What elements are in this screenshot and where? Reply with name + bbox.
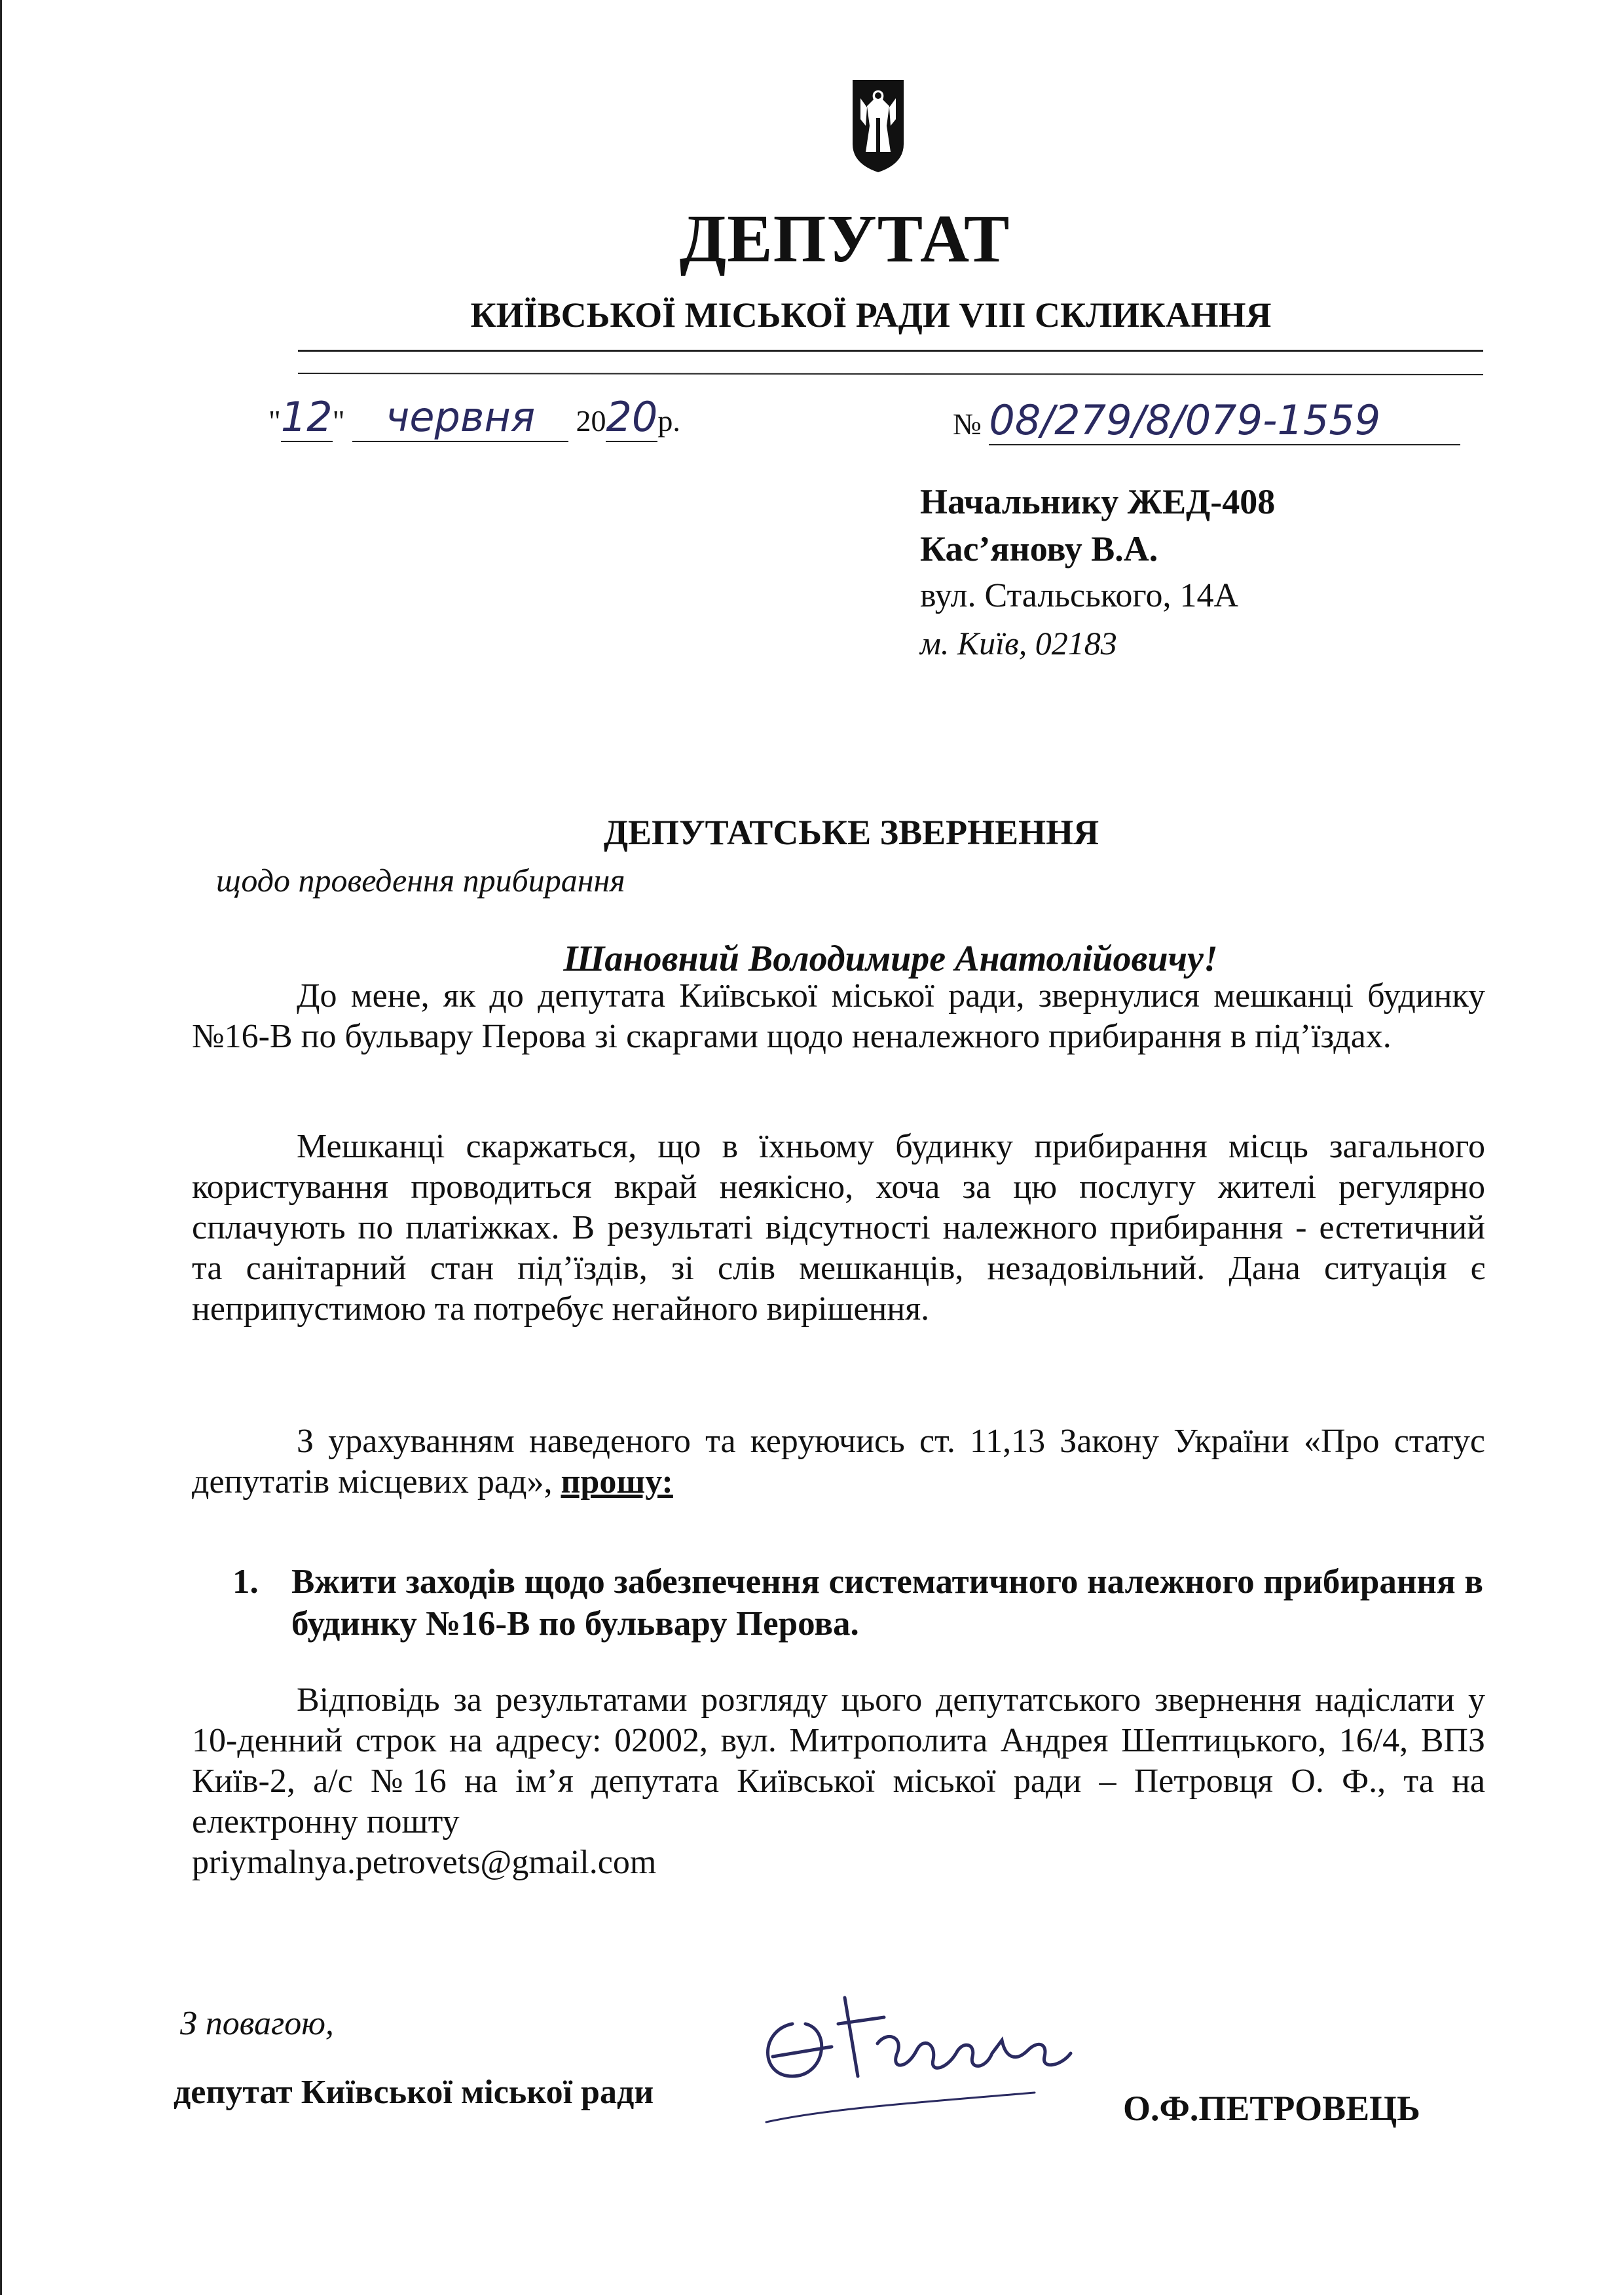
handwritten-signature	[747, 1978, 1113, 2148]
closing-phrase: З повагою,	[180, 2005, 334, 2042]
date-year-prefix: 20	[576, 404, 606, 438]
date-year-suffix: 20	[606, 393, 658, 441]
letterhead-subtitle: КИЇВСЬКОЇ МІСЬКОЇ РАДИ VIII СКЛИКАННЯ	[470, 295, 1272, 335]
date-day: 12	[280, 393, 333, 441]
letterhead-rule	[298, 350, 1483, 352]
kyiv-coat-of-arms-icon	[851, 79, 905, 174]
signer-name: О.Ф.ПЕТРОВЕЦЬ	[1123, 2089, 1420, 2128]
document-title: ДЕПУТАТСЬКЕ ЗВЕРНЕННЯ	[603, 813, 1099, 852]
request-word: прошу:	[561, 1463, 673, 1501]
request-item-text: Вжити заходів щодо забезпечення систематичного належного прибирання в будинку №16-В по бульвару Перова.	[291, 1563, 1483, 1643]
paragraph-text: До мене, як до депутата Київської міської ради, звернулися мешканці будинку №16-В по бульвару Перова зі скаргами щодо неналежного прибирання в під’їздах.	[192, 977, 1485, 1055]
date-quote: "	[332, 404, 345, 438]
addressee-position: Начальнику ЖЕД-408	[920, 482, 1276, 521]
paragraph-text	[192, 1421, 1485, 1502]
request-item-1	[232, 1561, 1483, 1645]
scan-edge	[0, 0, 2, 2295]
signer-position: депутат Київської міської ради	[174, 2074, 654, 2111]
addressee-city: м. Київ, 02183	[920, 625, 1117, 662]
document-subject: щодо проведення прибирання	[216, 862, 625, 899]
paragraph-4	[192, 1680, 1485, 1883]
paragraph-text-run: З урахуванням наведеного та керуючись ст. 11,13 Закону України «Про статус депутатів місцевих рад»,	[192, 1423, 1485, 1501]
registration-number	[953, 396, 1460, 445]
paragraph-2	[192, 1127, 1485, 1330]
addressee-street: вул. Стальського, 14А	[920, 577, 1239, 614]
salutation: Шановний Володимире Анатолійовичу!	[563, 939, 1218, 979]
date-month: червня	[352, 393, 568, 442]
addressee-block	[920, 478, 1275, 667]
letterhead-title: ДЕПУТАТ	[679, 201, 1010, 276]
date-suffix: р.	[657, 404, 680, 438]
paragraph-text: Відповідь за результатами розгляду цього депутатського звернення надіслати у 10-денний строк на адресу: 02002, вул. Митрополита Андрея Шептицького, 16/4, ВПЗ Київ-2, а/с №16 на ім’я депутата Київської міської ради – Петровця О. Ф., та на електронну пошту	[192, 1681, 1485, 1840]
contact-email: priymalnya.petrovets@gmail.com	[192, 1844, 657, 1881]
date-quote: "	[268, 404, 281, 438]
paragraph-1	[192, 976, 1485, 1057]
letter-date	[268, 393, 680, 442]
paragraph-3	[192, 1421, 1485, 1502]
letterhead-rule-secondary	[298, 373, 1483, 375]
list-marker: 1.	[232, 1563, 259, 1601]
addressee-name: Кас’янову В.А.	[920, 529, 1158, 569]
paragraph-text: Мешканці скаржаться, що в їхньому будинку прибирання місць загального користування проводиться вкрай неякісно, хоча за цю послугу жителі регулярно сплачують по платіжках. В результаті відсутності належного прибирання - естетичний та санітарний стан під’їздів, зі слів мешканців, незадовільний. Дана ситуація є неприпустимою та потребує негайного вирішення.	[192, 1128, 1485, 1328]
reg-number: 08/279/8/079-1559	[989, 396, 1460, 445]
reg-prefix: №	[953, 407, 982, 441]
